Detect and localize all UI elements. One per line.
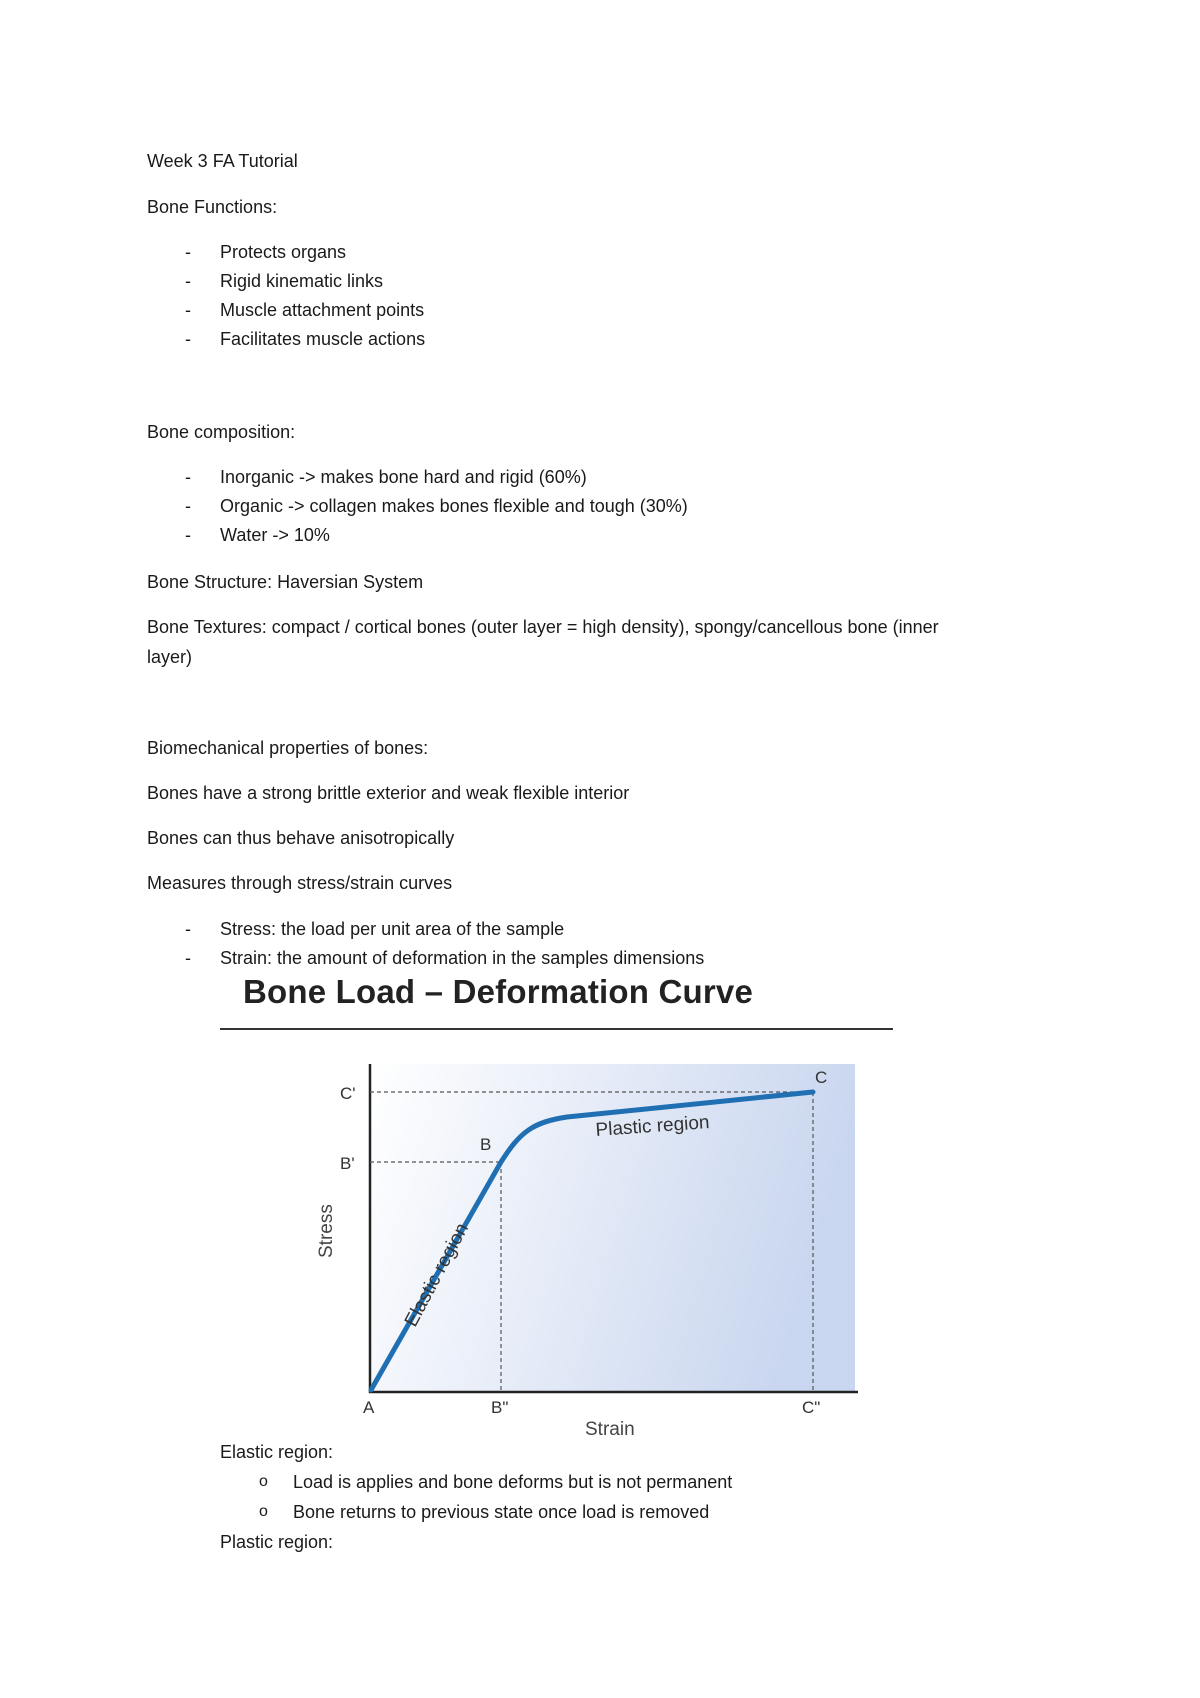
bullet-dash: -	[185, 242, 191, 262]
list-item: Water -> 10%	[220, 525, 330, 545]
list-item: Inorganic -> makes bone hard and rigid (60%)	[220, 467, 587, 487]
bullet-dash: -	[185, 271, 191, 291]
point-label-a: A	[363, 1398, 375, 1417]
list-item: Rigid kinematic links	[220, 271, 384, 291]
bullet-dash: -	[185, 525, 191, 545]
list-item: Protects organs	[220, 242, 347, 262]
bullet-dash: -	[185, 948, 191, 968]
textures-line-2: layer)	[147, 647, 193, 667]
bullet-circle: o	[259, 1473, 268, 1490]
biomech-paragraph-1: Bones have a strong brittle exterior and weak flexible interior	[147, 783, 630, 803]
bullet-dash: -	[185, 919, 191, 939]
point-label-c: C	[815, 1068, 828, 1087]
point-label-c-prime: C'	[340, 1084, 356, 1103]
list-item: Organic -> collagen makes bones flexible and tough (30%)	[220, 496, 688, 516]
biomech-paragraph-3: Measures through stress/strain curves	[147, 873, 453, 893]
textures-line-1: Bone Textures: compact / cortical bones (outer layer = high density), spongy/cancellous bone (inner	[147, 617, 939, 637]
list-item: Muscle attachment points	[220, 300, 425, 320]
x-axis-label: Strain	[585, 1419, 635, 1440]
point-label-b: B	[480, 1135, 492, 1154]
page-title: Week 3 FA Tutorial	[147, 151, 298, 171]
point-label-b-prime: B'	[340, 1154, 355, 1173]
elastic-heading: Elastic region:	[220, 1442, 334, 1462]
functions-heading: Bone Functions:	[147, 197, 278, 217]
bullet-circle: o	[259, 1503, 268, 1520]
list-item: Bone returns to previous state once load is removed	[293, 1502, 710, 1522]
point-label-c-double: C"	[802, 1398, 821, 1417]
elastic-region-label: Elastic region	[400, 1219, 473, 1331]
y-axis-label: Stress	[316, 1204, 337, 1258]
bullet-dash: -	[185, 467, 191, 487]
list-item: Facilitates muscle actions	[220, 329, 426, 349]
load-deformation-figure	[215, 972, 900, 1442]
figure-title: Bone Load – Deformation Curve	[243, 973, 754, 1010]
biomech-heading: Biomechanical properties of bones:	[147, 738, 429, 758]
list-item: Stress: the load per unit area of the sample	[220, 919, 565, 939]
plastic-region-label: Plastic region	[594, 1112, 711, 1141]
list-item: Strain: the amount of deformation in the samples dimensions	[220, 948, 705, 968]
list-item: Load is applies and bone deforms but is not permanent	[293, 1472, 733, 1492]
biomech-paragraph-2: Bones can thus behave anisotropically	[147, 828, 455, 848]
structure-line: Bone Structure: Haversian System	[147, 572, 424, 592]
plastic-heading: Plastic region:	[220, 1532, 334, 1552]
bullet-dash: -	[185, 300, 191, 320]
point-label-b-double: B"	[491, 1398, 509, 1417]
bullet-dash: -	[185, 329, 191, 349]
bullet-dash: -	[185, 496, 191, 516]
composition-heading: Bone composition:	[147, 422, 296, 442]
